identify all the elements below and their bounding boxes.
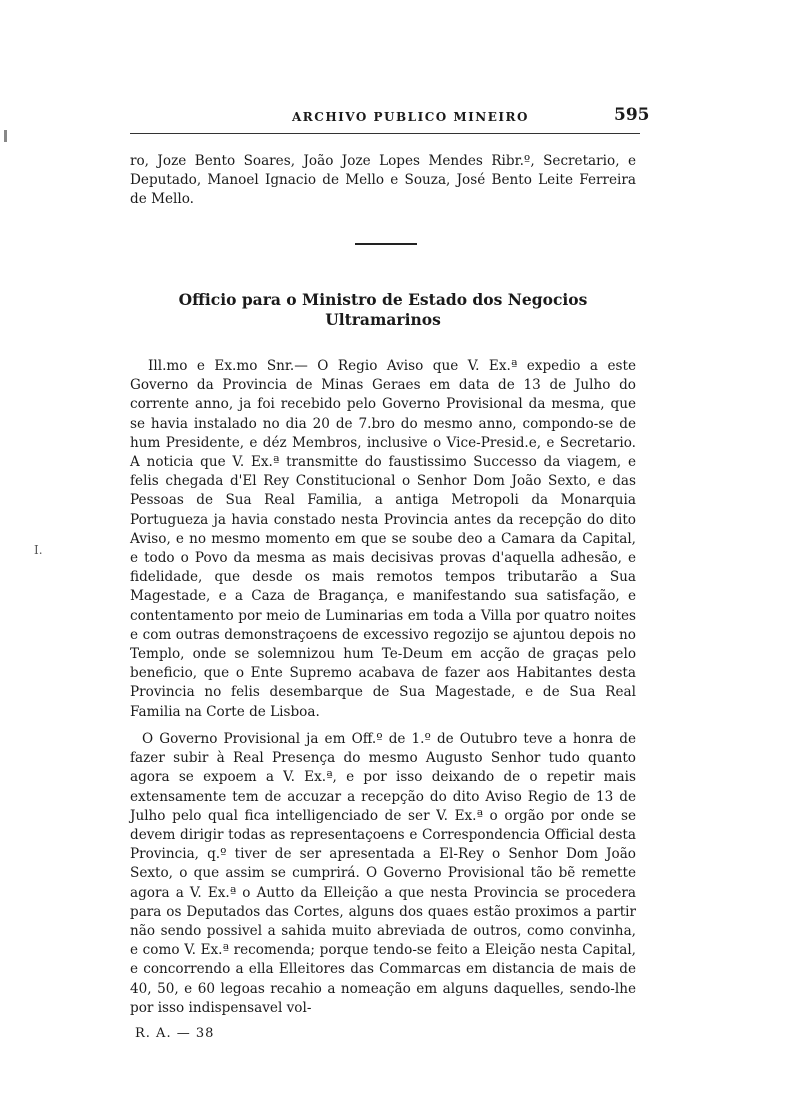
continuation-paragraph: ro, Joze Bento Soares, João Joze Lopes Mendes Ribr.º, Secretario, e Deputado, Manoel Ignacio de Mello e Souza, José Bento Leite Ferreira de Mello. [130, 153, 636, 208]
page-number: 595 [614, 105, 650, 125]
page-edge-mark [4, 130, 7, 142]
footer-signature: R. A. — 38 [135, 1026, 215, 1041]
header-rule [130, 133, 640, 134]
document-title: Officio para o Ministro de Estado dos Negocios Ultramarinos [178, 290, 588, 329]
section-separator [355, 243, 417, 245]
paragraph-1: Ill.mo e Ex.mo Snr.— O Regio Aviso que V. Ex.ª expedio a este Governo da Provincia de Minas Geraes em data de 13 de Julho do corrente anno, ja foi recebido pelo Governo Provisional da mesma, que se havia instalado no dia 20 de 7.bro do mesmo anno, compondo-se de hum Presidente, e déz Membros, inclusive o Vice-Presid.e, e Secretario. A noticia que V. Ex.ª transmitte do faustissimo Successo da viagem, e felis chegada d'El Rey Constitucional o Senhor Dom João Sexto, e das Pessoas de Sua Real Familia, a antiga Metropoli da Monarquia Portugueza ja havia constado nesta Provincia antes da recepção do dito Aviso, e no mesmo momento em que se soube deo a Camara da Capital, e todo o Povo da mesma as mais decisivas provas d'aquella adhesão, e fidelidade, que desde os mais remotos tempos tributarão a Sua Magestade, e a Caza de Bragança, e manifestando sua satisfação, e contentamento por meio de Luminarias em toda a Villa por quatro noites e com outras demonstraçoens de excessivo regozijo se ajuntou depois no Templo, onde se solemnizou hum Te-Deum em acção de graças pelo beneficio, que o Ente Supremo acabava de fazer aos Habitantes desta Provincia no felis desembarque de Sua Magestade, e de Sua Real Familia na Corte de Lisboa. [130, 358, 636, 720]
running-header-title: ARCHIVO PUBLICO MINEIRO [292, 110, 529, 124]
margin-note: I. [34, 543, 43, 557]
paragraph-2: O Governo Provisional ja em Off.º de 1.º de Outubro teve a honra de fazer subir à Real Presença do mesmo Augusto Senhor tudo quanto agora se expoem a V. Ex.ª, e por isso deixando de o repetir mais extensamente tem de accuzar a recepção do dito Aviso Regio de 13 de Julho pelo qual fica intelligenciado de ser V. Ex.ª o orgão por onde se devem dirigir todas as representaçoens e Correspondencia Official desta Provincia, q.º tiver de ser apresentada a El-Rey o Senhor Dom João Sexto, o que assim se cumprirá. O Governo Provisional tão bẽ remette agora a V. Ex.ª o Autto da Elleição a que nesta Provincia se procedera para os Deputados das Cortes, alguns dos quaes estão proximos a partir não sendo possivel a sahida muito abreviada de outros, como convinha, e como V. Ex.ª recomenda; porque tendo-se feito a Eleição nesta Capital, e concorrendo a ella Elleitores das Commarcas em distancia de mais de 40, 50, e 60 legoas recahio a nomeação em alguns daquelles, sendo-lhe por isso indispensavel vol- [130, 731, 636, 1016]
